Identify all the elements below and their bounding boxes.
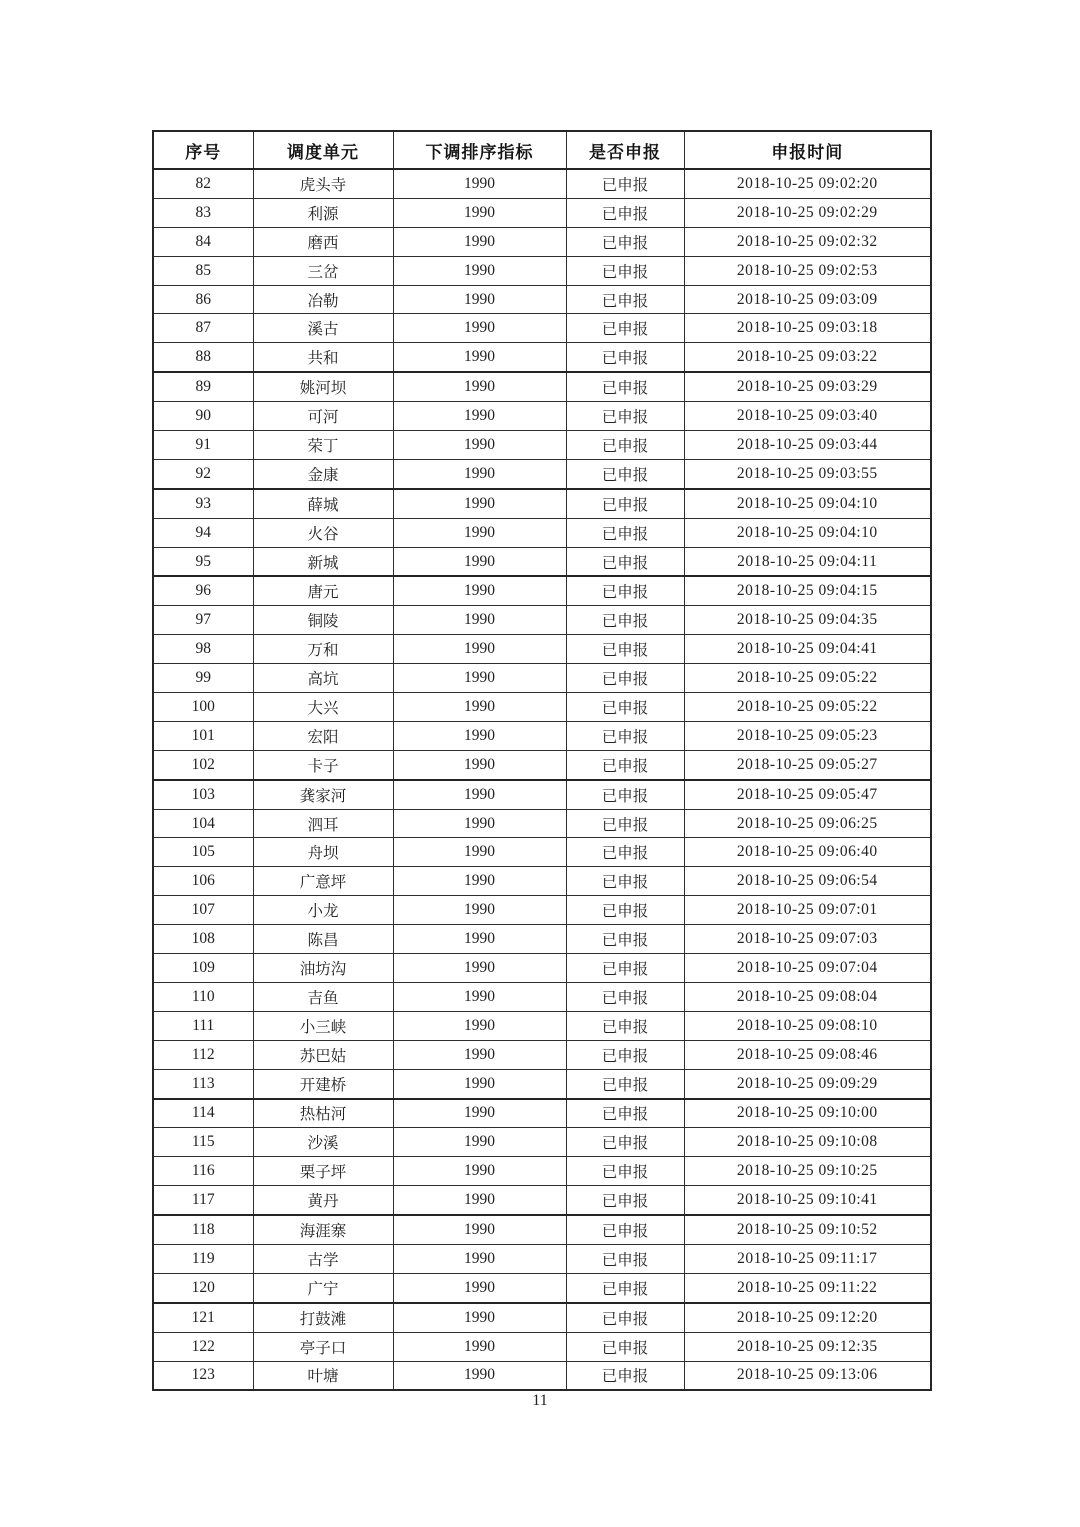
table-row [153,431,931,460]
cell-declared: 已申报 [566,459,684,488]
cell-seq: 101 [153,721,253,750]
cell-unit: 苏巴姑 [253,1040,393,1069]
cell-unit: 广意坪 [253,867,393,896]
cell-time: 2018-10-25 09:10:52 [684,1215,931,1244]
cell-seq: 100 [153,693,253,722]
table-row [153,750,931,779]
cell-unit: 小龙 [253,896,393,925]
cell-unit: 打鼓滩 [253,1303,393,1332]
cell-unit: 吉鱼 [253,982,393,1011]
cell-unit: 叶塘 [253,1361,393,1390]
cell-seq: 93 [153,489,253,518]
cell-seq: 123 [153,1361,253,1390]
cell-seq: 87 [153,314,253,343]
cell-indicator: 1990 [393,1361,566,1390]
cell-declared: 已申报 [566,750,684,779]
cell-indicator: 1990 [393,343,566,372]
cell-seq: 120 [153,1273,253,1302]
cell-unit: 大兴 [253,693,393,722]
cell-unit: 虎头寺 [253,169,393,198]
cell-seq: 118 [153,1215,253,1244]
table-row [153,1244,931,1273]
cell-declared: 已申报 [566,518,684,547]
cell-time: 2018-10-25 09:04:41 [684,635,931,664]
table-row [153,721,931,750]
cell-indicator: 1990 [393,1244,566,1273]
cell-seq: 113 [153,1069,253,1098]
cell-unit: 可河 [253,402,393,431]
cell-time: 2018-10-25 09:06:40 [684,838,931,867]
cell-indicator: 1990 [393,227,566,256]
cell-unit: 热枯河 [253,1099,393,1128]
cell-unit: 陈昌 [253,925,393,954]
cell-time: 2018-10-25 09:05:22 [684,693,931,722]
cell-seq: 105 [153,838,253,867]
cell-seq: 86 [153,285,253,314]
cell-unit: 高坑 [253,664,393,693]
cell-declared: 已申报 [566,256,684,285]
table-row [153,285,931,314]
table-row [153,1011,931,1040]
cell-time: 2018-10-25 09:04:11 [684,547,931,576]
table-row [153,547,931,576]
table-row [153,809,931,838]
table-row [153,925,931,954]
cell-time: 2018-10-25 09:10:41 [684,1186,931,1215]
cell-declared: 已申报 [566,198,684,227]
cell-indicator: 1990 [393,489,566,518]
column-header-indicator: 下调排序指标 [393,131,566,169]
cell-time: 2018-10-25 09:06:25 [684,809,931,838]
cell-declared: 已申报 [566,780,684,809]
dispatch-declaration-table [152,130,932,1391]
cell-declared: 已申报 [566,635,684,664]
cell-declared: 已申报 [566,1011,684,1040]
cell-seq: 95 [153,547,253,576]
cell-time: 2018-10-25 09:12:35 [684,1332,931,1361]
table-row [153,489,931,518]
table-row [153,198,931,227]
cell-declared: 已申报 [566,838,684,867]
cell-unit: 开建桥 [253,1069,393,1098]
cell-declared: 已申报 [566,1128,684,1157]
cell-seq: 99 [153,664,253,693]
table-row [153,1361,931,1390]
cell-indicator: 1990 [393,256,566,285]
cell-declared: 已申报 [566,372,684,401]
cell-unit: 宏阳 [253,721,393,750]
table-row [153,372,931,401]
cell-declared: 已申报 [566,867,684,896]
cell-declared: 已申报 [566,314,684,343]
cell-time: 2018-10-25 09:02:20 [684,169,931,198]
cell-time: 2018-10-25 09:10:25 [684,1157,931,1186]
cell-unit: 亭子口 [253,1332,393,1361]
cell-indicator: 1990 [393,867,566,896]
cell-unit: 海涯寨 [253,1215,393,1244]
table-row [153,664,931,693]
cell-seq: 91 [153,431,253,460]
table-row [153,693,931,722]
cell-indicator: 1990 [393,664,566,693]
cell-declared: 已申报 [566,925,684,954]
cell-declared: 已申报 [566,896,684,925]
cell-time: 2018-10-25 09:03:55 [684,459,931,488]
cell-seq: 112 [153,1040,253,1069]
cell-time: 2018-10-25 09:08:46 [684,1040,931,1069]
cell-seq: 107 [153,896,253,925]
cell-declared: 已申报 [566,547,684,576]
cell-indicator: 1990 [393,809,566,838]
cell-declared: 已申报 [566,693,684,722]
cell-time: 2018-10-25 09:03:18 [684,314,931,343]
cell-seq: 103 [153,780,253,809]
cell-seq: 94 [153,518,253,547]
cell-time: 2018-10-25 09:05:23 [684,721,931,750]
table-row [153,635,931,664]
cell-indicator: 1990 [393,518,566,547]
table-row [153,954,931,983]
cell-seq: 88 [153,343,253,372]
cell-declared: 已申报 [566,606,684,635]
cell-declared: 已申报 [566,1099,684,1128]
table-row [153,1040,931,1069]
cell-unit: 冶勒 [253,285,393,314]
cell-time: 2018-10-25 09:13:06 [684,1361,931,1390]
cell-indicator: 1990 [393,198,566,227]
table-row [153,1069,931,1098]
cell-time: 2018-10-25 09:11:22 [684,1273,931,1302]
cell-unit: 万和 [253,635,393,664]
table-row [153,1215,931,1244]
table-row [153,1186,931,1215]
cell-time: 2018-10-25 09:04:15 [684,576,931,605]
column-header-unit: 调度单元 [253,131,393,169]
cell-unit: 卡子 [253,750,393,779]
cell-unit: 利源 [253,198,393,227]
cell-time: 2018-10-25 09:06:54 [684,867,931,896]
table-body [153,169,931,1390]
cell-unit: 舟坝 [253,838,393,867]
cell-unit: 姚河坝 [253,372,393,401]
table-row [153,256,931,285]
cell-seq: 85 [153,256,253,285]
cell-unit: 火谷 [253,518,393,547]
cell-unit: 薛城 [253,489,393,518]
cell-indicator: 1990 [393,1303,566,1332]
cell-indicator: 1990 [393,169,566,198]
cell-time: 2018-10-25 09:04:10 [684,489,931,518]
cell-indicator: 1990 [393,780,566,809]
cell-unit: 新城 [253,547,393,576]
cell-declared: 已申报 [566,1273,684,1302]
cell-declared: 已申报 [566,169,684,198]
cell-declared: 已申报 [566,1303,684,1332]
cell-time: 2018-10-25 09:08:10 [684,1011,931,1040]
cell-time: 2018-10-25 09:10:00 [684,1099,931,1128]
table-row [153,576,931,605]
cell-declared: 已申报 [566,1244,684,1273]
cell-unit: 油坊沟 [253,954,393,983]
cell-declared: 已申报 [566,1332,684,1361]
cell-time: 2018-10-25 09:02:32 [684,227,931,256]
cell-indicator: 1990 [393,750,566,779]
cell-indicator: 1990 [393,896,566,925]
cell-indicator: 1990 [393,925,566,954]
cell-unit: 唐元 [253,576,393,605]
cell-indicator: 1990 [393,314,566,343]
cell-seq: 102 [153,750,253,779]
page-number: 11 [532,1392,548,1409]
cell-seq: 92 [153,459,253,488]
cell-indicator: 1990 [393,635,566,664]
cell-declared: 已申报 [566,1215,684,1244]
cell-declared: 已申报 [566,954,684,983]
cell-declared: 已申报 [566,576,684,605]
cell-seq: 82 [153,169,253,198]
cell-seq: 97 [153,606,253,635]
cell-unit: 铜陵 [253,606,393,635]
cell-indicator: 1990 [393,402,566,431]
cell-declared: 已申报 [566,1186,684,1215]
cell-unit: 广宁 [253,1273,393,1302]
cell-unit: 三岔 [253,256,393,285]
cell-declared: 已申报 [566,809,684,838]
table-row [153,780,931,809]
table-row [153,169,931,198]
cell-seq: 109 [153,954,253,983]
cell-unit: 荣丁 [253,431,393,460]
cell-time: 2018-10-25 09:08:04 [684,982,931,1011]
cell-indicator: 1990 [393,1215,566,1244]
cell-time: 2018-10-25 09:05:27 [684,750,931,779]
table-row [153,1273,931,1302]
cell-seq: 96 [153,576,253,605]
cell-time: 2018-10-25 09:03:22 [684,343,931,372]
cell-declared: 已申报 [566,343,684,372]
cell-indicator: 1990 [393,982,566,1011]
table-row [153,459,931,488]
cell-indicator: 1990 [393,459,566,488]
cell-indicator: 1990 [393,285,566,314]
cell-declared: 已申报 [566,721,684,750]
cell-seq: 108 [153,925,253,954]
table-row [153,896,931,925]
cell-declared: 已申报 [566,402,684,431]
cell-seq: 115 [153,1128,253,1157]
cell-seq: 110 [153,982,253,1011]
cell-declared: 已申报 [566,1361,684,1390]
cell-indicator: 1990 [393,1128,566,1157]
cell-indicator: 1990 [393,838,566,867]
cell-seq: 90 [153,402,253,431]
cell-unit: 小三峡 [253,1011,393,1040]
table-row [153,1099,931,1128]
cell-declared: 已申报 [566,1040,684,1069]
cell-indicator: 1990 [393,1099,566,1128]
cell-time: 2018-10-25 09:05:47 [684,780,931,809]
cell-indicator: 1990 [393,606,566,635]
cell-indicator: 1990 [393,1040,566,1069]
cell-time: 2018-10-25 09:03:29 [684,372,931,401]
cell-indicator: 1990 [393,372,566,401]
cell-declared: 已申报 [566,431,684,460]
cell-indicator: 1990 [393,1186,566,1215]
cell-declared: 已申报 [566,227,684,256]
table-row [153,1332,931,1361]
header-row [153,131,931,169]
cell-unit: 栗子坪 [253,1157,393,1186]
cell-time: 2018-10-25 09:10:08 [684,1128,931,1157]
cell-unit: 古学 [253,1244,393,1273]
cell-seq: 119 [153,1244,253,1273]
table-row [153,982,931,1011]
column-header-declared: 是否申报 [566,131,684,169]
cell-indicator: 1990 [393,1273,566,1302]
cell-time: 2018-10-25 09:03:40 [684,402,931,431]
table-row [153,227,931,256]
column-header-seq: 序号 [153,131,253,169]
cell-indicator: 1990 [393,1157,566,1186]
cell-time: 2018-10-25 09:04:10 [684,518,931,547]
cell-unit: 黄丹 [253,1186,393,1215]
cell-seq: 106 [153,867,253,896]
cell-declared: 已申报 [566,1157,684,1186]
cell-seq: 117 [153,1186,253,1215]
table-row [153,867,931,896]
cell-time: 2018-10-25 09:07:03 [684,925,931,954]
cell-declared: 已申报 [566,489,684,518]
cell-time: 2018-10-25 09:07:04 [684,954,931,983]
table-header [153,131,931,169]
document-page [152,130,930,1391]
cell-seq: 111 [153,1011,253,1040]
cell-time: 2018-10-25 09:09:29 [684,1069,931,1098]
table-row [153,606,931,635]
cell-time: 2018-10-25 09:02:29 [684,198,931,227]
cell-declared: 已申报 [566,1069,684,1098]
table-row [153,343,931,372]
table-row [153,402,931,431]
table-row [153,838,931,867]
cell-indicator: 1990 [393,721,566,750]
cell-unit: 泗耳 [253,809,393,838]
table-row [153,314,931,343]
cell-indicator: 1990 [393,1332,566,1361]
cell-indicator: 1990 [393,431,566,460]
cell-time: 2018-10-25 09:12:20 [684,1303,931,1332]
column-header-time: 申报时间 [684,131,931,169]
cell-unit: 共和 [253,343,393,372]
cell-time: 2018-10-25 09:04:35 [684,606,931,635]
cell-seq: 116 [153,1157,253,1186]
cell-declared: 已申报 [566,982,684,1011]
cell-indicator: 1990 [393,1069,566,1098]
cell-seq: 98 [153,635,253,664]
cell-time: 2018-10-25 09:11:17 [684,1244,931,1273]
cell-seq: 122 [153,1332,253,1361]
cell-unit: 磨西 [253,227,393,256]
table-row [153,518,931,547]
table-row [153,1128,931,1157]
cell-seq: 104 [153,809,253,838]
cell-time: 2018-10-25 09:05:22 [684,664,931,693]
cell-indicator: 1990 [393,954,566,983]
cell-seq: 114 [153,1099,253,1128]
cell-indicator: 1990 [393,1011,566,1040]
table-row [153,1303,931,1332]
cell-indicator: 1990 [393,547,566,576]
cell-seq: 89 [153,372,253,401]
cell-declared: 已申报 [566,285,684,314]
cell-time: 2018-10-25 09:02:53 [684,256,931,285]
cell-time: 2018-10-25 09:07:01 [684,896,931,925]
cell-seq: 83 [153,198,253,227]
cell-indicator: 1990 [393,693,566,722]
cell-time: 2018-10-25 09:03:44 [684,431,931,460]
cell-unit: 溪古 [253,314,393,343]
cell-indicator: 1990 [393,576,566,605]
cell-unit: 沙溪 [253,1128,393,1157]
cell-declared: 已申报 [566,664,684,693]
cell-seq: 84 [153,227,253,256]
cell-unit: 金康 [253,459,393,488]
cell-time: 2018-10-25 09:03:09 [684,285,931,314]
table-row [153,1157,931,1186]
cell-unit: 龚家河 [253,780,393,809]
cell-seq: 121 [153,1303,253,1332]
